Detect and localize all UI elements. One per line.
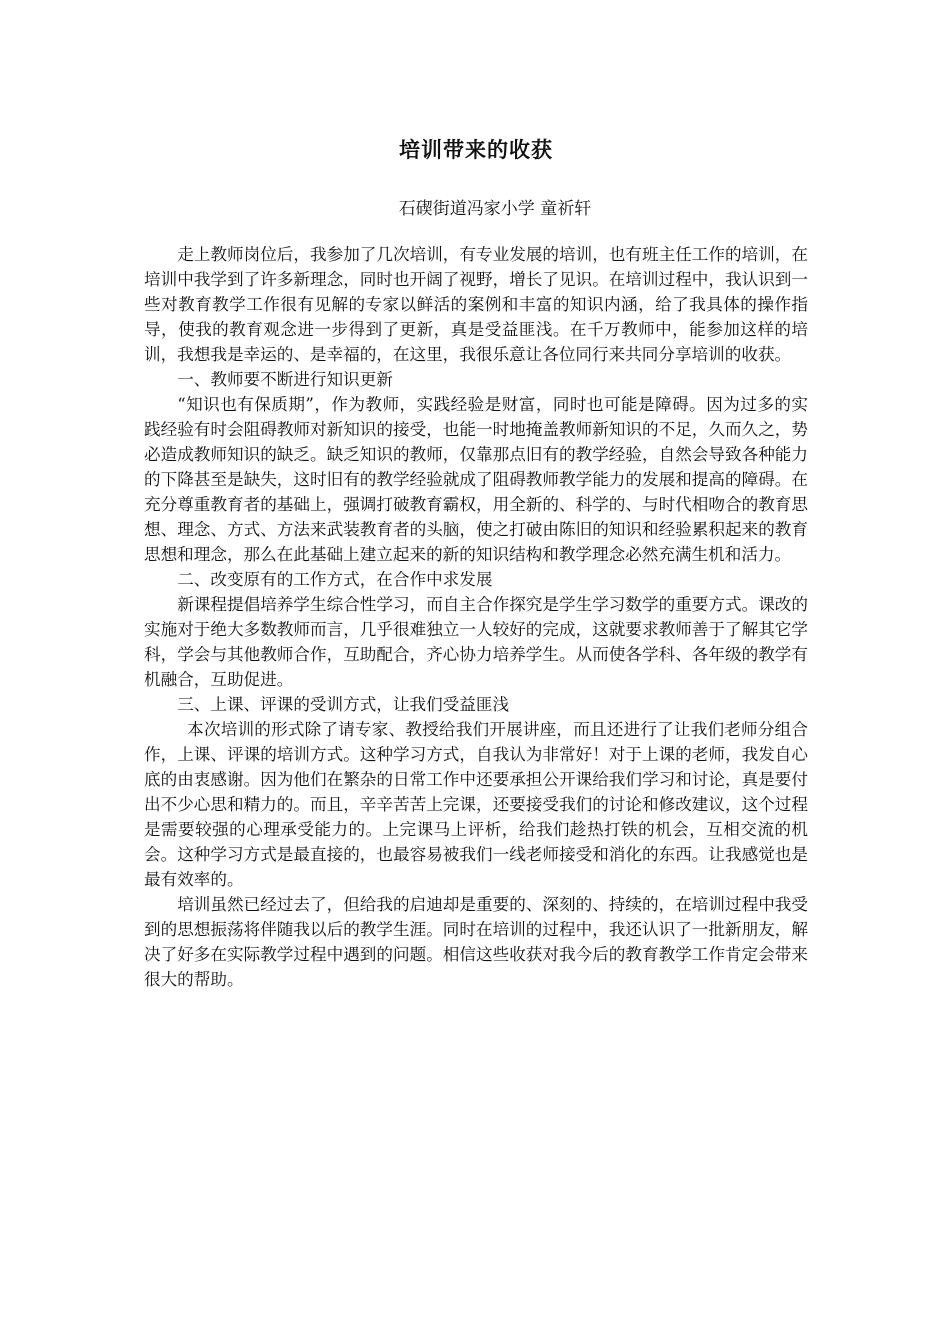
intro-paragraph: 走上教师岗位后，我参加了几次培训，有专业发展的培训，也有班主任工作的培训，在培训中我学到了许多新理念，同时也开阔了视野，增长了见识。在培训过程中，我认识到一些对教育教学工作很有见解的专家以鲜活的案例和丰富的知识内涵，给了我具体的操作指导，使我的教育观念进一步得到了更新，真是受益匪浅。在千万教师中，能参加这样的培训，我想我是幸运的、是幸福的，在这里，我很乐意让各位同行来共同分享培训的收获。: [144, 245, 808, 364]
author-line: 石碶街道冯家小学 童祈轩: [398, 199, 592, 219]
section-1-heading: 一、教师要不断进行知识更新: [177, 370, 393, 389]
section-1-body: “知识也有保质期”，作为教师，实践经验是财富，同时也可能是障碍。因为过多的实践经验有时会阻碍教师对新知识的接受，也能一时地掩盖教师新知识的不足，久而久之，势必造成教师知识的缺乏。缺乏知识的教师，仅靠那点旧有的教学经验，自然会导致各种能力的下降甚至是缺失，这时旧有的教学经验就成了阻碍教师教学能力的发展和提高的障碍。在充分尊重教育者的基础上，强调打破教育霸权，用全新的、科学的、与时代相吻合的教育思想、理念、方式、方法来武装教育者的头脑，使之打破由陈旧的知识和经验累积起来的教育思想和理念，那么在此基础上建立起来的新的知识结构和教学理念必然充满生机和活力。: [144, 395, 808, 564]
document-page: [144, 130, 808, 992]
section-3-heading: 三、上课、评课的受训方式，让我们受益匪浅: [177, 695, 510, 714]
conclusion-paragraph: 培训虽然已经过去了，但给我的启迪却是重要的、深刻的、持续的，在培训过程中我受到的思想振荡将伴随我以后的教学生涯。同时在培训的过程中，我还认识了一批新朋友，解决了好多在实际教学过程中遇到的问题。相信这些收获对我今后的教育教学工作肯定会带来很大的帮助。: [144, 895, 808, 989]
section-3-body: 本次培训的形式除了请专家、教授给我们开展讲座，而且还进行了让我们老师分组合作，上课、评课的培训方式。这种学习方式，自我认为非常好！对于上课的老师，我发自心底的由衷感谢。因为他们在繁杂的日常工作中还要承担公开课给我们学习和讨论，真是要付出不少心思和精力的。而且，辛辛苦苦上完课，还要接受我们的讨论和修改建议，这个过程是需要较强的心理承受能力的。上完课马上评析，给我们趁热打铁的机会，互相交流的机会。这种学习方式是最直接的，也最容易被我们一线老师接受和消化的东西。让我感觉也是最有效率的。: [144, 720, 808, 889]
section-2-body: 新课程提倡培养学生综合性学习，而自主合作探究是学生学习数学的重要方式。课改的实施对于绝大多数教师而言，几乎很难独立一人较好的完成，这就要求教师善于了解其它学科，学会与其他教师合作，互助配合，齐心协力培养学生。从而使各学科、各年级的教学有机融合，互助促进。: [144, 595, 808, 689]
section-2-heading: 二、改变原有的工作方式，在合作中求发展: [177, 570, 493, 589]
document-title: 培训带来的收获: [399, 138, 553, 162]
